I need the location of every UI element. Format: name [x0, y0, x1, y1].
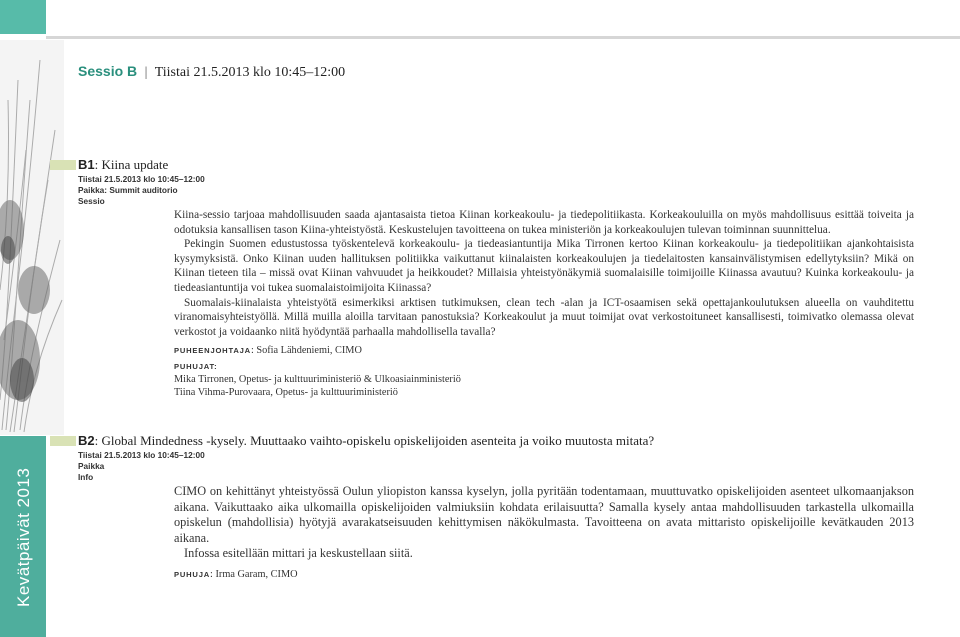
speaker-label: PUHUJA	[174, 569, 211, 579]
b1-meta-type: Sessio	[78, 196, 105, 206]
b1-meta	[78, 174, 205, 207]
b1-body	[174, 208, 914, 399]
sidebar-title: Kevätpäivät 2013	[14, 467, 33, 607]
top-divider	[46, 36, 960, 39]
b2-meta-time: Tiistai 21.5.2013 klo 10:45–12:00	[78, 450, 205, 460]
b1-paragraph: Suomalais-kiinalaista yhteistyötä esimerkiksi arktisen tutkimuksen, clean tech -alan ja ICT-osaamisen sekä opettajankoulutuksen alueella on vauhditettu viranomaisyhteistyöllä. Millä muilla aloilla tarvitaan panostuksia? Korkeakoulut ja muut toimijat ovat verkostoituneet kansallisesti, toimivatko olemassa olevat verkostot ja voidaanko niitä hyödyntää parhaalla mahdollisella tavalla?	[174, 296, 914, 338]
b2-code: B2	[78, 433, 95, 448]
chair-name: : Sofia Lähdeniemi, CIMO	[250, 345, 362, 357]
b2-title	[78, 433, 654, 449]
b2-paragraph: CIMO on kehittänyt yhteistyössä Oulun yliopiston kanssa kyselyn, jolla pyritään todentamaan, muuttuvatko opiskelijoiden asenteet ulkomaanjakson aikana. Vaikuttaako aika ulkomailla opiskelijoiden valmiuksiin kohdata erilaisuutta? Samalla kysely antaa mahdollisuuden tarkastella ulkomailla opiskelun (mahdollisia) hyötyjä avarakatseisuuden kehittymisen näkökulmasta. Tavoitteena on avata mittaristo opiskelijoille kevätkauden 2013 aikana.	[174, 484, 914, 545]
b2-marker	[50, 436, 76, 446]
grass-illustration	[0, 40, 64, 435]
b2-paragraph: Infossa esitellään mittari ja keskustellaan siitä.	[184, 546, 413, 561]
b1-marker	[50, 160, 76, 170]
speakers-colon: :	[214, 362, 218, 372]
b1-speakers	[174, 360, 914, 399]
chair-label: PUHEENJOHTAJA	[174, 346, 251, 356]
b1-meta-place: Paikka: Summit auditorio	[78, 185, 178, 195]
session-datetime: Tiistai 21.5.2013 klo 10:45–12:00	[154, 65, 346, 80]
b2-meta	[78, 450, 205, 483]
speaker-item: Mika Tirronen, Opetus- ja kulttuuriministeriö & Ulkoasiainministeriö	[174, 374, 461, 386]
b1-title-text: : Kiina update	[94, 157, 169, 172]
b1-title	[78, 157, 168, 173]
b2-meta-place: Paikka	[78, 461, 105, 471]
b2-body	[174, 484, 914, 581]
speakers-label: PUHUJAT	[174, 362, 215, 372]
b2-title-text: : Global Mindedness -kysely. Muuttaako vaihto-opiskelu opiskelijoiden asenteita ja voiko muutosta mitata?	[94, 433, 655, 448]
session-label: Sessio B	[78, 63, 138, 79]
session-header	[78, 63, 345, 81]
b1-chair	[174, 344, 914, 357]
b1-paragraph: Pekingin Suomen edustustossa työskentelevä korkeakoulu- ja tiedeasiantuntija Mika Tirronen kertoo Kiinan korkeakoulu- ja tiedepolitiikan ajankohtaisista kysymyksistä. Onko Kiinan uuden hallituksen politiikka vaikuttanut kiinalaisten korkeakoulujen ja tiedelaitosten kansainvälistymisen edellytyksiin? Mikä on Kiinan tieteen tila – missä ovat Kiinan vahvuudet ja heikkoudet? Millaisia yhteistyönäkymiä suomalaisille toimijoille Kiinassa avautuu? Kuinka korkeakoulu- ja tiedeasiantuntija voi tukea suomalaistoimijoita Kiinassa?	[174, 238, 914, 294]
speaker-item: Tiina Vihma-Purovaara, Opetus- ja kulttuuriministeriö	[174, 387, 398, 399]
b2-meta-type: Info	[78, 472, 94, 482]
b1-code: B1	[78, 157, 95, 172]
b1-meta-time: Tiistai 21.5.2013 klo 10:45–12:00	[78, 174, 205, 184]
b1-paragraph: Kiina-sessio tarjoaa mahdollisuuden saada ajantasaista tietoa Kiinan korkeakoulu- ja tiedepolitiikasta. Korkeakouluilla on myös mahdollisuus esittää toiveita ja odotuksia kansallisen tason Kiina-yhteistyöstä. Keskustelujen tavoitteena on tukea ministeriön ja korkeakoulujen tulevan toiminnan suunnittelua.	[174, 209, 914, 236]
b2-speaker	[174, 568, 914, 581]
sidebar-band	[0, 436, 46, 637]
speaker-name: : Irma Garam, CIMO	[210, 568, 298, 580]
corner-accent	[0, 0, 46, 34]
session-separator: |	[144, 65, 148, 80]
